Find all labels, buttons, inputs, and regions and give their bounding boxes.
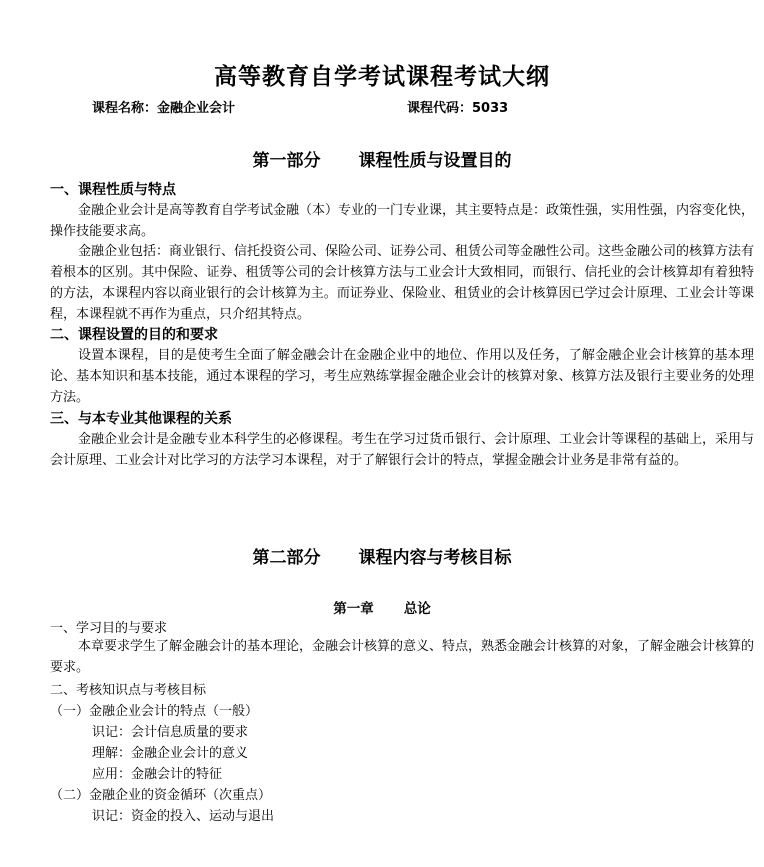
part-one-title: 课程性质与设置目的 xyxy=(358,151,512,171)
subitem-2-title: （二）金融企业的资金循环（次重点） xyxy=(50,788,272,803)
section-2-title: 二、课程设置的目的和要求 xyxy=(50,327,218,343)
section-3-paragraph-1: 金融企业会计是金融专业本科学生的必修课程。考生在学习过货币银行、会计原理、工业会计等课程的基础上，采用与会计原理、工业会计对比学习的方法学习本课程，对于了解银行会计的特点，掌握金融会计业务是非常有益的。 xyxy=(50,432,755,468)
chapter-heading xyxy=(0,597,764,617)
part-two-title: 课程内容与考核目标 xyxy=(358,548,512,568)
course-code: 课程代码：5033 xyxy=(407,101,509,116)
chapter-number: 第一章 xyxy=(333,601,374,617)
item-1-paragraph: 本章要求学生了解金融会计的基本理论，金融会计核算的意义、特点，熟悉金融会计核算的对象，了解金融会计核算的要求。 xyxy=(50,639,755,675)
part-two-heading xyxy=(0,543,764,568)
part-two-number: 第二部分 xyxy=(252,548,321,568)
section-1-paragraph-2: 金融企业包括：商业银行、信托投资公司、保险公司、证券公司、租赁公司等金融性公司。这些金融公司的核算方法有着根本的区别。其中保险、证券、租赁等公司的会计核算方法与工业会计大致相同，而银行、信托业的会计核算却有着独特的方法，本课程内容以商业银行的会计核算为主。而证券业、保险业、租赁业的会计核算因已学过会计原理、工业会计等课程，本课程就不再作为重点，只介绍其特点。 xyxy=(50,244,755,322)
course-name: 课程名称：金融企业会计 xyxy=(92,101,236,116)
section-3-title: 三、与本专业其他课程的关系 xyxy=(50,411,232,427)
subitem-1-title: （一）金融企业会计的特点（一般） xyxy=(50,704,259,719)
section-1-title: 一、课程性质与特点 xyxy=(50,182,176,198)
part-one-number: 第一部分 xyxy=(252,151,321,171)
part-one-heading xyxy=(0,146,764,171)
subitem-1-line-b: 理解：金融企业会计的意义 xyxy=(92,746,249,761)
item-2-title: 二、考核知识点与考核目标 xyxy=(50,683,207,698)
subitem-2-line-a: 识记：资金的投入、运动与退出 xyxy=(92,809,275,824)
section-1-paragraph-1: 金融企业会计是高等教育自学考试金融（本）专业的一门专业课，其主要特点是：政策性强，实用性强，内容变化快，操作技能要求高。 xyxy=(50,203,755,239)
item-1-title: 一、学习目的与要求 xyxy=(50,621,168,636)
document-title: 高等教育自学考试课程考试大纲 xyxy=(214,63,550,90)
section-2-paragraph-1: 设置本课程，目的是使考生全面了解金融会计在金融企业中的地位、作用以及任务，了解金融企业会计核算的基本理论、基本知识和基本技能，通过本课程的学习，考生应熟练掌握金融企业会计的核算对象、核算方法及银行主要业务的处理方法。 xyxy=(50,348,754,405)
subitem-1-line-a: 识记：会计信息质量的要求 xyxy=(92,725,249,740)
subitem-1-line-c: 应用：金融会计的特征 xyxy=(92,767,223,782)
chapter-title: 总论 xyxy=(403,601,431,617)
